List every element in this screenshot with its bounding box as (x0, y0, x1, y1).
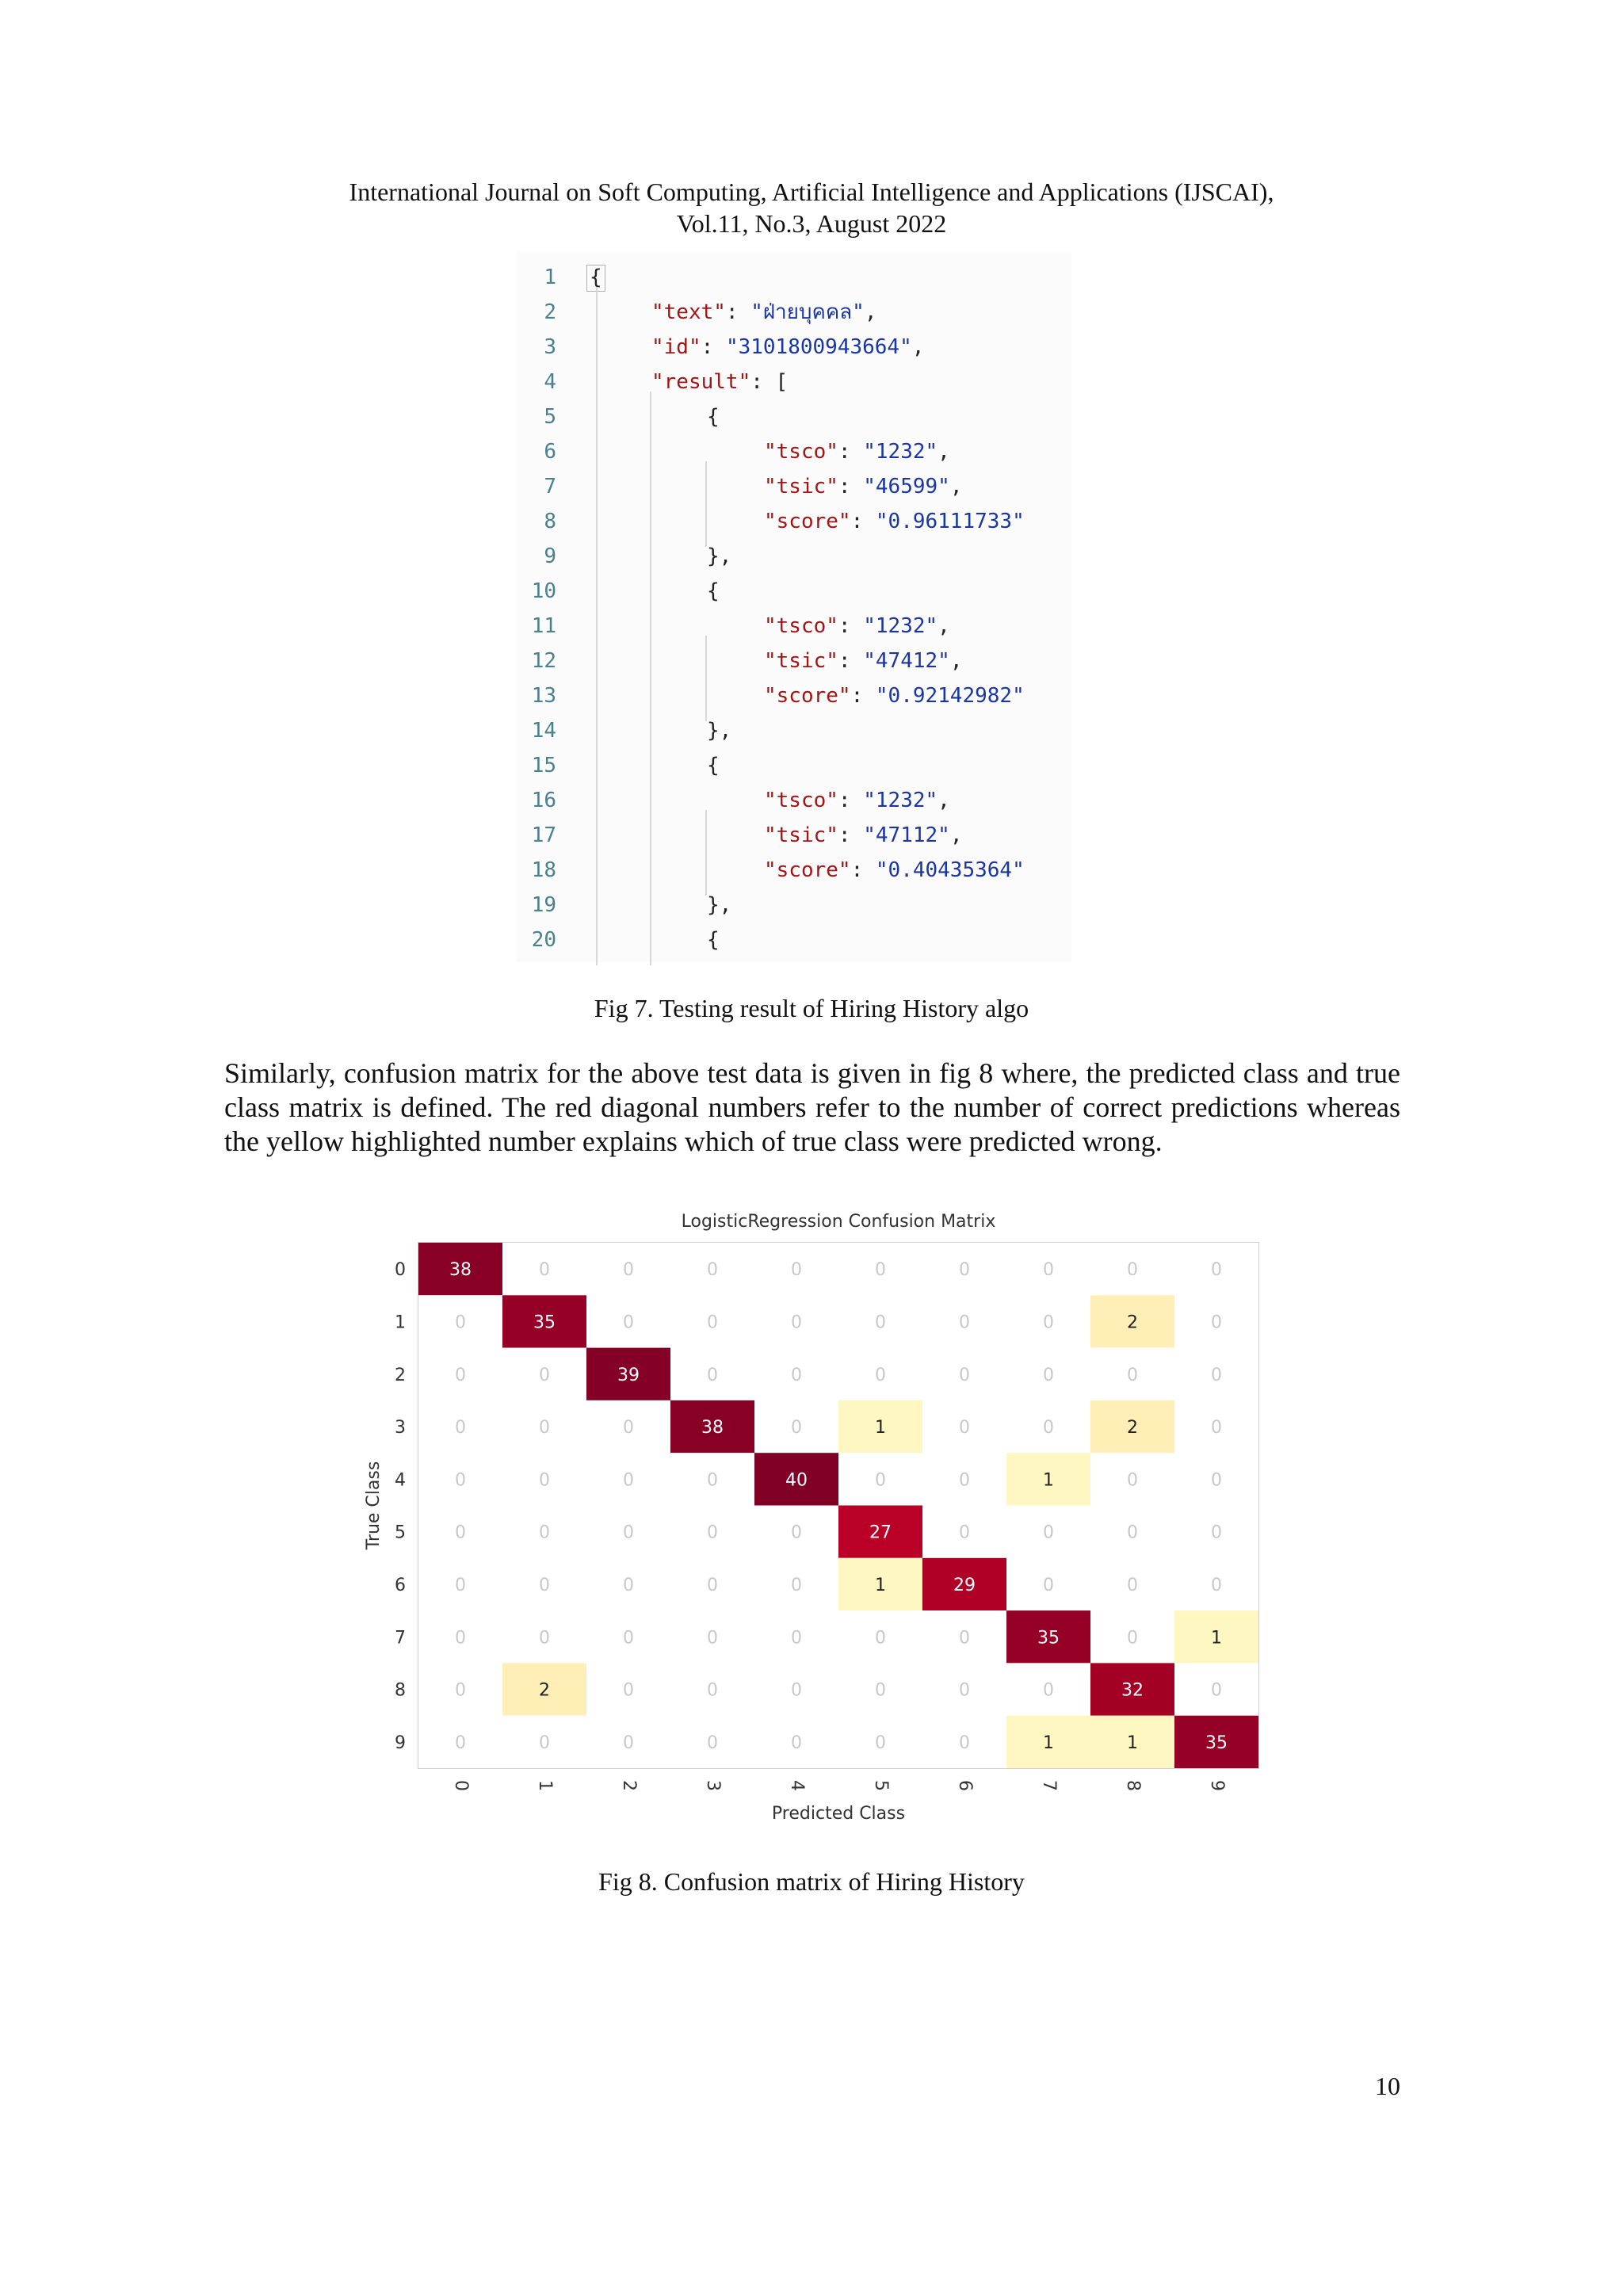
json-punctuation: { (707, 405, 720, 429)
line-number: 3 (544, 335, 556, 359)
cell-value: 0 (1211, 1470, 1222, 1491)
cell-value: 35 (533, 1312, 556, 1333)
json-key: "score" (764, 684, 851, 708)
json-punctuation: , (911, 335, 925, 359)
x-axis-label: Predicted Class (771, 1804, 906, 1823)
code-text (764, 853, 1025, 888)
cell-value: 0 (959, 1312, 970, 1333)
json-key: "tsco" (764, 614, 838, 638)
x-tick-label: 6 (955, 1780, 975, 1791)
code-line (517, 399, 1071, 434)
cell-value: 0 (1211, 1365, 1222, 1385)
cell-value: 2 (1127, 1312, 1138, 1333)
cell-value: 0 (875, 1260, 886, 1281)
cell-value: 0 (707, 1680, 718, 1701)
json-punctuation: : (701, 335, 726, 359)
code-line (517, 888, 1071, 923)
line-number: 11 (531, 614, 556, 638)
json-punctuation: , (949, 649, 963, 673)
cell-value: 0 (1127, 1365, 1138, 1385)
cell-value: 0 (791, 1522, 802, 1543)
cell-value: 0 (959, 1522, 970, 1543)
cell-value: 0 (1043, 1575, 1054, 1595)
cell-value: 0 (707, 1470, 718, 1491)
y-tick-label: 1 (395, 1312, 406, 1333)
line-number: 5 (544, 405, 556, 429)
code-line (517, 609, 1071, 644)
figure-8-caption: Fig 8. Confusion matrix of Hiring History (598, 1867, 1025, 1896)
json-key: "tsco" (764, 789, 838, 812)
cell-value: 0 (959, 1365, 970, 1385)
cell-value: 0 (455, 1680, 466, 1701)
json-string: "0.40435364" (875, 858, 1025, 882)
cell-value: 0 (791, 1365, 802, 1385)
json-key: "result" (651, 370, 751, 394)
cell-value: 0 (455, 1628, 466, 1648)
code-text (764, 783, 950, 818)
cell-value: 0 (1043, 1680, 1054, 1701)
cell-value: 0 (1043, 1312, 1054, 1333)
code-text (764, 818, 962, 853)
y-tick-label: 3 (395, 1418, 406, 1438)
json-key: "text" (651, 300, 726, 324)
json-punctuation: , (949, 823, 963, 847)
cell-value: 0 (455, 1312, 466, 1333)
json-punctuation: : (838, 789, 864, 812)
cell-value: 0 (623, 1418, 634, 1438)
cell-value: 0 (707, 1260, 718, 1281)
json-punctuation: , (938, 614, 950, 638)
cell-value: 0 (791, 1680, 802, 1701)
line-number: 8 (544, 510, 556, 533)
cell-value: 0 (539, 1522, 550, 1543)
cell-value: 1 (1043, 1733, 1054, 1753)
line-number: 17 (531, 823, 556, 847)
figure-7-caption: Fig 7. Testing result of Hiring History algo (594, 994, 1029, 1022)
code-text (651, 295, 877, 330)
cell-value: 0 (539, 1470, 550, 1491)
y-tick-label: 4 (395, 1470, 406, 1491)
running-header (0, 176, 1623, 239)
code-line (517, 539, 1071, 574)
y-axis-label: True Class (364, 1461, 384, 1550)
cell-value: 0 (539, 1365, 550, 1385)
code-text (764, 504, 1025, 539)
cell-value: 0 (455, 1365, 466, 1385)
cell-value: 0 (1211, 1575, 1222, 1595)
code-line (517, 434, 1071, 469)
cell-value: 0 (959, 1470, 970, 1491)
y-tick-label: 6 (395, 1575, 406, 1595)
json-punctuation: , (949, 475, 963, 499)
y-tick-label: 5 (395, 1522, 406, 1543)
code-text (764, 469, 962, 504)
cell-value: 0 (623, 1575, 634, 1595)
json-punctuation: : (838, 440, 864, 464)
cell-value: 35 (1205, 1733, 1228, 1753)
cell-value: 0 (791, 1733, 802, 1753)
code-line (517, 469, 1071, 504)
cell-value: 1 (875, 1418, 886, 1438)
cell-value: 0 (623, 1470, 634, 1491)
chart-title: LogisticRegression Confusion Matrix (681, 1212, 996, 1232)
json-punctuation: }, (707, 893, 732, 917)
x-tick-label: 1 (535, 1780, 555, 1791)
cell-value: 0 (791, 1418, 802, 1438)
cell-value: 0 (1211, 1260, 1222, 1281)
indent-guide (705, 810, 707, 896)
code-text (707, 574, 720, 609)
cell-value: 0 (623, 1260, 634, 1281)
json-key: "tsic" (764, 823, 838, 847)
x-tick-label: 8 (1123, 1780, 1143, 1791)
cell-value: 0 (1127, 1260, 1138, 1281)
code-text (764, 678, 1025, 713)
code-line (517, 748, 1071, 783)
cell-value: 0 (1043, 1418, 1054, 1438)
line-number: 6 (544, 440, 556, 464)
cell-value: 1 (1043, 1470, 1054, 1491)
y-tick-label: 2 (395, 1365, 406, 1385)
cell-value: 0 (1211, 1680, 1222, 1701)
cell-value: 0 (959, 1260, 970, 1281)
line-number: 12 (531, 649, 556, 673)
cell-value: 0 (959, 1733, 970, 1753)
code-line (517, 504, 1071, 539)
cell-value: 0 (959, 1628, 970, 1648)
x-tick-label: 2 (619, 1780, 639, 1791)
line-number: 10 (531, 579, 556, 603)
confusion-matrix-figure (357, 1197, 1276, 1823)
cell-value: 0 (875, 1680, 886, 1701)
cell-value: 0 (707, 1312, 718, 1333)
json-punctuation: : (838, 475, 864, 499)
json-string: "46599" (863, 475, 950, 499)
cell-value: 0 (623, 1628, 634, 1648)
page-number: 10 (1375, 2072, 1400, 2100)
code-text (707, 888, 731, 923)
cell-value: 0 (1211, 1312, 1222, 1333)
x-tick-label: 9 (1207, 1780, 1227, 1791)
code-line (517, 574, 1071, 609)
code-text (707, 539, 731, 574)
line-number: 20 (531, 928, 556, 952)
cell-value: 39 (617, 1365, 640, 1385)
y-tick-label: 9 (395, 1733, 406, 1753)
indent-guide (705, 636, 707, 721)
code-text (707, 748, 720, 783)
cell-value: 0 (1127, 1628, 1138, 1648)
json-punctuation: : (838, 614, 864, 638)
json-punctuation: , (864, 300, 877, 324)
x-tick-label: 0 (451, 1780, 471, 1791)
y-tick-label: 8 (395, 1680, 406, 1701)
cell-value: 0 (959, 1418, 970, 1438)
cell-value: 40 (785, 1470, 808, 1491)
json-punctuation: : (838, 649, 864, 673)
line-number: 15 (531, 754, 556, 777)
json-string: "1232" (863, 614, 938, 638)
cell-value: 29 (953, 1575, 976, 1595)
cell-value: 0 (1043, 1260, 1054, 1281)
json-string: "0.96111733" (875, 510, 1025, 533)
line-number: 19 (531, 893, 556, 917)
json-punctuation: }, (707, 544, 732, 568)
json-punctuation: : (725, 300, 751, 324)
cell-value: 0 (539, 1260, 550, 1281)
code-line (517, 853, 1071, 888)
y-tick-label: 7 (395, 1628, 406, 1648)
json-string: "1232" (863, 440, 938, 464)
x-tick-label: 7 (1039, 1780, 1059, 1791)
cell-value: 0 (1127, 1470, 1138, 1491)
code-text (651, 365, 788, 399)
code-line (517, 295, 1071, 330)
json-punctuation: : [ (750, 370, 789, 394)
cell-value: 0 (791, 1312, 802, 1333)
line-number: 1 (544, 266, 556, 289)
line-number: 2 (544, 300, 556, 324)
cell-value: 38 (701, 1418, 724, 1438)
cell-value: 2 (539, 1680, 550, 1701)
cell-value: 0 (791, 1628, 802, 1648)
json-punctuation: { (707, 579, 720, 603)
cell-value: 0 (707, 1575, 718, 1595)
json-key: "id" (651, 335, 701, 359)
cell-value: 0 (1043, 1365, 1054, 1385)
code-text (764, 609, 950, 644)
cell-value: 0 (623, 1312, 634, 1333)
json-punctuation: : (838, 823, 864, 847)
cell-value: 0 (1211, 1418, 1222, 1438)
code-line (517, 818, 1071, 853)
code-line (517, 365, 1071, 399)
json-string: "47112" (863, 823, 950, 847)
code-line (517, 923, 1071, 957)
cell-value: 0 (791, 1260, 802, 1281)
json-key: "score" (764, 510, 851, 533)
json-string: "ฝ่ายบุคคล" (750, 300, 865, 324)
y-tick-label: 0 (395, 1260, 406, 1281)
cell-value: 0 (875, 1628, 886, 1648)
cell-value: 0 (623, 1680, 634, 1701)
confusion-matrix-chart (357, 1197, 1276, 1823)
cell-value: 38 (449, 1260, 472, 1281)
code-text (707, 923, 720, 957)
line-number: 7 (544, 475, 556, 499)
journal-title: International Journal on Soft Computing, Artificial Intelligence and Applications (IJSCAI), (349, 178, 1274, 206)
code-line (517, 330, 1071, 365)
x-tick-label: 3 (703, 1780, 723, 1791)
json-punctuation: { (707, 928, 720, 952)
x-tick-label: 4 (787, 1780, 807, 1791)
cell-value: 0 (539, 1733, 550, 1753)
json-key: "tsic" (764, 475, 838, 499)
json-punctuation: , (938, 440, 950, 464)
line-number: 18 (531, 858, 556, 882)
cell-value: 0 (455, 1418, 466, 1438)
json-string: "3101800943664" (725, 335, 912, 359)
code-text (651, 330, 924, 365)
cell-value: 0 (791, 1575, 802, 1595)
indent-guide (650, 392, 651, 965)
cell-value: 32 (1121, 1680, 1144, 1701)
cell-value: 1 (1127, 1733, 1138, 1753)
json-key: "score" (764, 858, 851, 882)
cell-value: 0 (875, 1365, 886, 1385)
json-punctuation: : (850, 858, 876, 882)
body-paragraph: Similarly, confusion matrix for the above test data is given in fig 8 where, the predicted class and true class matrix is defined. The red diagonal numbers refer to the number of correct predictions whereas the yellow highlighted number explains which of true class were predicted wrong. (224, 1057, 1400, 1157)
cell-value: 0 (707, 1628, 718, 1648)
json-punctuation: { (590, 266, 602, 289)
json-key: "tsco" (764, 440, 838, 464)
json-punctuation: { (707, 754, 720, 777)
cell-value: 0 (707, 1365, 718, 1385)
cell-value: 0 (539, 1628, 550, 1648)
line-number: 9 (544, 544, 556, 568)
line-number: 14 (531, 719, 556, 743)
journal-volume: Vol.11, No.3, August 2022 (676, 209, 947, 238)
cell-value: 27 (869, 1522, 892, 1543)
code-text (707, 399, 720, 434)
json-string: "1232" (863, 789, 938, 812)
cell-value: 0 (959, 1680, 970, 1701)
cell-value: 0 (455, 1575, 466, 1595)
code-line (517, 783, 1071, 818)
code-text (764, 434, 950, 469)
cell-value: 0 (539, 1575, 550, 1595)
code-screenshot-figure (517, 252, 1071, 962)
json-string: "0.92142982" (875, 684, 1025, 708)
cell-value: 0 (1127, 1522, 1138, 1543)
cell-value: 35 (1037, 1628, 1060, 1648)
cell-value: 0 (455, 1470, 466, 1491)
cell-value: 0 (1127, 1575, 1138, 1595)
cell-value: 1 (1211, 1628, 1222, 1648)
cell-value: 0 (539, 1418, 550, 1438)
code-line (517, 644, 1071, 678)
cell-value: 0 (875, 1733, 886, 1753)
json-key: "tsic" (764, 649, 838, 673)
cell-value: 0 (875, 1312, 886, 1333)
line-number: 16 (531, 789, 556, 812)
cell-value: 0 (623, 1522, 634, 1543)
line-number: 4 (544, 370, 556, 394)
cell-value: 0 (707, 1733, 718, 1753)
code-text (707, 713, 731, 748)
cell-value: 0 (455, 1522, 466, 1543)
cell-value: 0 (707, 1522, 718, 1543)
json-punctuation: : (850, 684, 876, 708)
cell-value: 0 (455, 1733, 466, 1753)
indent-guide (705, 461, 707, 547)
json-punctuation: , (938, 789, 950, 812)
cell-value: 2 (1127, 1418, 1138, 1438)
indent-guide (596, 287, 598, 965)
code-text (764, 644, 962, 678)
code-line (517, 678, 1071, 713)
code-line (517, 713, 1071, 748)
cell-value: 0 (1043, 1522, 1054, 1543)
x-tick-label: 5 (871, 1780, 891, 1791)
cell-value: 0 (1211, 1522, 1222, 1543)
line-number: 13 (531, 684, 556, 708)
cell-value: 1 (875, 1575, 886, 1595)
json-punctuation: }, (707, 719, 732, 743)
cell-value: 0 (623, 1733, 634, 1753)
json-punctuation: : (850, 510, 876, 533)
json-string: "47412" (863, 649, 950, 673)
cell-value: 0 (875, 1470, 886, 1491)
